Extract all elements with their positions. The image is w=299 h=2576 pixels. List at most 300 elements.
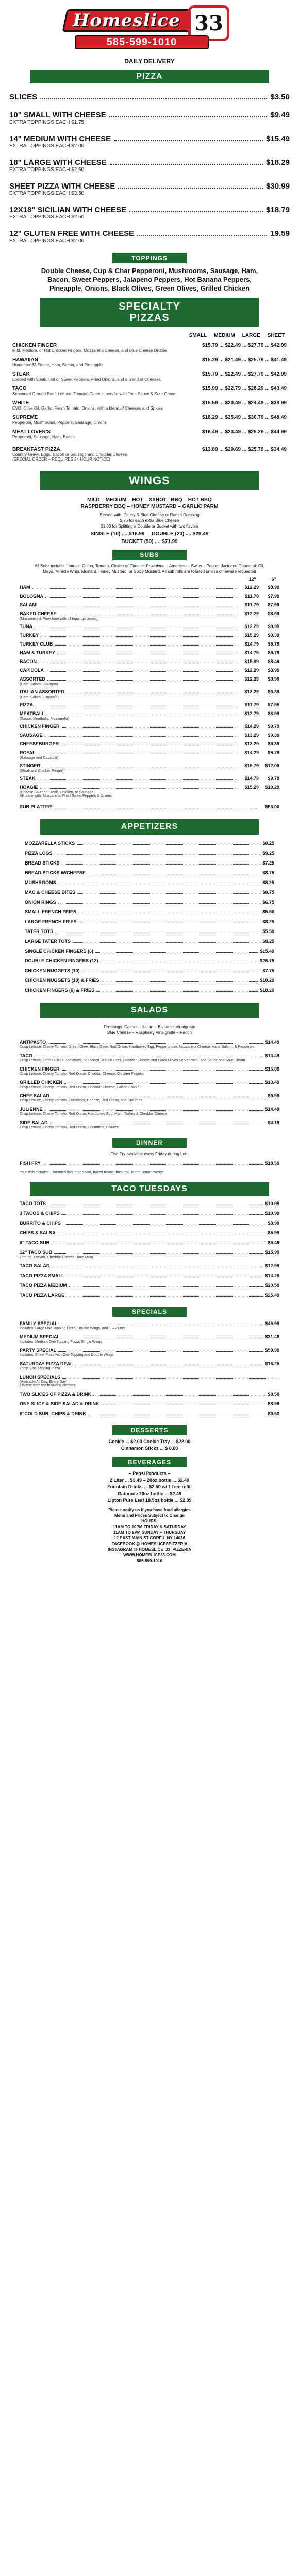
sub-name: TURKEY CLUB	[20, 641, 53, 647]
menu-row	[20, 1107, 279, 1112]
dot-leader	[40, 788, 236, 789]
item-name: FAMILY SPECIAL	[20, 1321, 58, 1326]
section-pizza: PIZZA	[30, 70, 269, 83]
dot-leader	[102, 981, 258, 982]
sub-name: CAPICOLA	[20, 668, 44, 673]
menu-row	[25, 909, 274, 915]
footer-line: FACEBOOK @ HOMESLICESPIZZERIA	[111, 1541, 188, 1546]
sub-price-6: $8.99	[268, 676, 279, 682]
sub-price-6: $9.39	[268, 689, 279, 694]
specialty-desc: EVO, Olive Oil, Garlic, Fresh Tomato, Onions, with a blend of Cheeses and Spices	[12, 406, 163, 411]
item-price: $10.99	[265, 1211, 279, 1216]
specialty-size: LARGE	[242, 333, 260, 338]
sub-name: BOLOGNA	[20, 594, 43, 599]
item-name: ONION RINGS	[25, 900, 56, 905]
specialty-name: SUPREME	[12, 415, 38, 420]
item-price: $6.75	[262, 900, 274, 905]
toppings-text: Double Cheese, Cup & Char Pepperoni, Mushrooms, Sausage, Ham, Bacon, Sweet Peppers, Jalapeno Peppers, Hot Banana Peppers, Pineapple, Onions, Black Olives, Green Olives, Grilled Chicken	[41, 267, 258, 292]
pizza-name: SHEET PIZZA WITH CHEESE	[9, 182, 115, 191]
dessert-line: Cookie ... $2.00 Cookie Tray ... $22.00	[108, 1439, 191, 1444]
item-desc: Includes: Large One Topping Pizza, Double Wings, and 1 – 2 Liter	[20, 1327, 125, 1330]
menu-row	[25, 988, 274, 993]
sub-price-6: $8.99	[268, 624, 279, 629]
item-name: 6" TACO SUB	[20, 1240, 50, 1245]
sub-name: TUNA	[20, 624, 32, 629]
menu-row	[20, 1283, 279, 1289]
sub-price-6: $7.99	[268, 702, 279, 707]
daily-title: DAILY DELIVERY	[124, 58, 175, 65]
item-name: MAC & CHEESE BITES	[25, 890, 76, 895]
item-price: $10.99	[265, 1201, 279, 1206]
item-price: $26.79	[260, 958, 274, 963]
item-price: $15.99	[265, 1250, 279, 1255]
sub-row	[20, 741, 279, 747]
item-desc: Crisp Lettuce, Cherry Tomato, Red Onion, Cheddar Cheese, Chicken Fingers	[20, 1072, 143, 1076]
sub-price-6: $9.79	[268, 776, 279, 781]
sub-price-6: $12.09	[265, 763, 279, 768]
menu-row	[20, 1348, 279, 1353]
dot-leader	[118, 188, 263, 189]
specialty-name: WHITE	[12, 400, 29, 406]
fish-name: FISH FRY	[20, 1161, 41, 1166]
sub-price-12: $13.29	[244, 733, 259, 738]
sub-row	[20, 689, 279, 695]
breakfast-note: (SPECIAL ORDER – REQUIRES 24 HOUR NOTICE)	[12, 457, 110, 462]
specialty-row	[12, 343, 287, 348]
item-name: ANTIPASTO	[20, 1040, 46, 1045]
dot-leader	[48, 1043, 263, 1044]
footer-line: Please notify us if you have food allergies	[108, 1507, 191, 1512]
dot-leader	[62, 1378, 277, 1379]
pizza-price: $30.99	[266, 182, 290, 191]
dot-leader	[62, 1070, 263, 1071]
sub-desc: (Sauce, Meatballs, Mozzarella)	[20, 717, 70, 721]
item-desc: Includes: Medium One Topping Pizza, Single Wings	[20, 1340, 103, 1344]
fish-desc: Your dish includes 1 breaded fish, mac salad, baked beans, fries, roll, butter, lemon wedge	[20, 1171, 164, 1174]
item-price: $25.49	[265, 1293, 279, 1298]
menu-row	[20, 1040, 279, 1045]
sub-price-12: $14.29	[244, 750, 259, 755]
sub-price-12: $11.79	[244, 702, 259, 707]
item-desc: Crisp Lettuce, Cherry Tomato, Red Onion, Cheddar Cheese, Grilled Chicken	[20, 1086, 142, 1089]
menu-row	[20, 1392, 279, 1397]
item-price: $14.49	[265, 1107, 279, 1112]
specialty-desc: Homeslice33 Sauce, Ham, Bacon, and Pineapple	[12, 363, 103, 367]
desserts-list	[30, 1438, 269, 1452]
item-price: $8.50	[268, 1392, 279, 1397]
sub-price-6: $7.99	[268, 594, 279, 599]
subs-head-6: 6"	[271, 577, 276, 582]
specialty-row	[12, 386, 287, 392]
item-price: $5.50	[262, 909, 274, 914]
specialty-prices: $15.79 ... $22.49 ... $27.79 ... $42.99	[202, 371, 287, 377]
menu-row	[25, 880, 274, 886]
dot-leader	[64, 1083, 263, 1084]
item-price: $9.49	[268, 1240, 279, 1245]
item-name: SINGLE CHICKEN FINGERS (6)	[25, 948, 94, 954]
sub-price-6: $9.79	[268, 750, 279, 755]
sub-row	[20, 585, 279, 590]
section-appetizers: APPETIZERS	[40, 819, 259, 835]
menu-row	[20, 1221, 279, 1226]
item-name: 3 TACOS & CHIPS	[20, 1211, 60, 1216]
sub-row	[20, 624, 279, 630]
dot-leader	[95, 952, 258, 953]
item-name: MUSHROOMS	[25, 880, 56, 885]
menu-row	[20, 1250, 279, 1256]
sub-desc: (Ham, Salami, Bologna)	[20, 683, 58, 686]
specialty-row	[12, 371, 287, 377]
sub-name: SALAMI	[20, 602, 38, 607]
dot-leader	[137, 235, 267, 236]
beverage-line: – Pepsi Products –	[128, 1471, 171, 1476]
dot-leader	[67, 1296, 263, 1297]
item-price: $7.25	[262, 860, 274, 866]
sub-price-6: $9.79	[268, 724, 279, 729]
item-name: 6"COLD SUB, CHIPS & DRINK	[20, 1411, 86, 1416]
sub-row	[20, 724, 279, 730]
specialty-name: HAWAIIAN	[12, 357, 38, 363]
sub-name: HAM	[20, 585, 30, 590]
menu-row	[20, 1273, 279, 1279]
item-price: $18.29	[260, 988, 274, 993]
item-desc: Crisp Lettuce, Cherry Tomato, Cucumber, Cheese, Red Onion, and Croutons	[20, 1099, 142, 1103]
breakfast-desc: Country Gravy, Eggs, Bacon or Sausage and Cheddar Cheese	[12, 452, 127, 457]
beverage-list	[30, 1470, 269, 1504]
item-price: $8.99	[268, 1401, 279, 1406]
menu-row	[25, 919, 274, 925]
wings-bucket: BUCKET (50) .... $71.99	[121, 539, 178, 545]
taco-list	[20, 1201, 279, 1298]
wings-info-3: $1.00 for Splitting a Double or Bucket with two flavors	[101, 524, 198, 529]
wings-info-2: $.75 for each extra Blue Cheese	[120, 518, 179, 523]
item-name: BREAD STICKS W/CHEESE	[25, 870, 86, 875]
sub-desc: (Ham, Salami, Capicola)	[20, 696, 59, 699]
specialty-prices: $15.59 ... $20.49 ... $24.49 ... $38.99	[202, 400, 287, 406]
item-price: $8.25	[262, 939, 274, 944]
logo	[64, 5, 235, 53]
sub-price-6: $10.29	[265, 785, 279, 790]
dot-leader	[43, 1164, 263, 1165]
item-price: $8.25	[262, 919, 274, 924]
sub-price-6: $8.49	[268, 659, 279, 664]
wings-info-1: Served with: Celery & Blue Cheese or Ranch Dressing	[99, 513, 200, 517]
menu-row	[20, 1361, 279, 1367]
sub-price-12: $12.29	[244, 624, 259, 629]
item-price: $8.99	[268, 1221, 279, 1226]
dot-leader	[96, 991, 258, 992]
specialty-prices: $18.29 ... $25.49 ... $30.79 ... $48.49	[202, 415, 287, 420]
sub-platter-row	[20, 804, 279, 810]
breakfast-prices: $13.89 ... $20.69 ... $25.79 ... $34.49	[202, 447, 287, 452]
sub-name: MEATBALL	[20, 711, 45, 716]
pizza-name: 18" LARGE WITH CHEESE	[9, 158, 107, 167]
dot-leader	[55, 854, 261, 855]
item-name: LARGE FRENCH FRIES	[25, 919, 77, 924]
sub-price-6: $8.99	[268, 711, 279, 716]
sub-price-12: $13.29	[244, 741, 259, 747]
dot-leader	[40, 98, 267, 99]
logo-phone: 585-599-1010	[75, 35, 209, 49]
pizza-row	[9, 229, 290, 238]
pizza-price: $3.50	[270, 93, 290, 101]
dot-leader	[45, 597, 236, 598]
menu-row	[20, 1230, 279, 1236]
specialty-prices: $15.29 ... $21.49 ... $25.79 ... $41.49	[202, 357, 287, 363]
pizza-price: $18.79	[266, 206, 290, 214]
specialty-list	[12, 333, 287, 439]
item-name: JULIENNE	[20, 1107, 43, 1112]
dot-leader	[58, 903, 261, 904]
item-price: $13.49	[265, 1080, 279, 1085]
menu-row	[25, 860, 274, 866]
pizza-name: 12X18" SICILIAN WITH CHEESE	[9, 206, 127, 214]
fish-price: $18.59	[265, 1161, 279, 1166]
dot-leader	[62, 864, 261, 865]
sub-price-12: $12.29	[244, 611, 259, 616]
sub-name: ROYAL	[20, 750, 36, 755]
fish-note: Fish Fry available every Friday during Lent	[110, 1151, 189, 1156]
sub-row	[20, 659, 279, 665]
specialty-prices: $16.49 ... $23.49 ... $28.29 ... $44.99	[202, 429, 287, 435]
item-price: $9.50	[268, 1411, 279, 1416]
dot-leader	[77, 893, 260, 894]
beverage-line: Lipton Pure Leaf 18.5oz bottle ... $2.89	[107, 1498, 192, 1503]
specialty-desc: Loaded with Steak, Hot or Sweet Peppers, Fried Onions, and a blend of Cheeses	[12, 377, 161, 382]
sub-desc: (Mozzarella & Provolone with all toppings baked)	[20, 617, 98, 621]
footer-line: 585-599-1010	[137, 1558, 162, 1563]
sub-name: HAM & TURKEY	[20, 650, 55, 655]
breakfast-pizza	[12, 447, 287, 462]
pizza-price: 19.59	[270, 229, 290, 238]
logo-area	[9, 0, 290, 56]
sub-desc: (Sausage and Capicola)	[20, 756, 59, 760]
dessert-line: Cinnamon Sticks ... $ 8.00	[121, 1446, 178, 1451]
menu-row	[20, 1334, 279, 1340]
section-subs: SUBS	[112, 550, 187, 560]
item-desc: Crisp Lettuce, Cherry Tomato, Red Onion, Hardboiled Egg, Ham, Turkey & Cheddar Cheese	[20, 1112, 167, 1116]
sub-platter-price: $56.00	[265, 804, 279, 809]
sub-price-6: $9.79	[268, 641, 279, 647]
item-price: $8.75	[262, 870, 274, 875]
dot-leader	[93, 1395, 265, 1396]
menu-row	[20, 1293, 279, 1298]
sub-price-6: $9.79	[268, 650, 279, 655]
sub-price-6: $8.99	[268, 668, 279, 673]
item-desc: Large One Topping Pizza	[20, 1367, 60, 1370]
item-price: $5.99	[268, 1230, 279, 1235]
specialty-name: MEAT LOVER'S	[12, 429, 51, 435]
menu-row	[25, 978, 274, 984]
item-price: $14.49	[265, 1053, 279, 1058]
sub-price-12: $13.29	[244, 689, 259, 694]
pizza-extra: EXTRA TOPPINGS EACH $3.50	[9, 191, 85, 196]
item-price: $20.50	[265, 1283, 279, 1288]
specialty-header	[12, 333, 285, 338]
menu-row	[25, 841, 274, 846]
item-name: SATURDAY PIZZA DEAL	[20, 1361, 73, 1366]
pizza-row	[9, 93, 290, 101]
sub-price-12: $14.29	[244, 724, 259, 729]
footer-line: 11AM TO 10PM FRIDAY & SATURDAY	[113, 1524, 186, 1529]
beverage-line: Gatorade 20oz bottle ... $2.49	[117, 1491, 182, 1496]
footer-line: 12 EAST MAIN ST CORFU, NY 14036	[113, 1536, 186, 1540]
specials-list	[20, 1321, 279, 1417]
sub-price-12: $11.79	[244, 594, 259, 599]
sub-row	[20, 711, 279, 717]
item-name: GRILLED CHICKEN	[20, 1080, 62, 1085]
sub-price-6: $9.39	[268, 741, 279, 747]
item-name: SIDE SALAD	[20, 1120, 48, 1125]
sub-price-12: $12.29	[244, 668, 259, 673]
fish-row	[20, 1161, 279, 1166]
item-name: TWO SLICES OF PIZZA & DRINK	[20, 1392, 92, 1397]
menu-row	[20, 1240, 279, 1246]
sub-row	[20, 702, 279, 708]
item-name: CHICKEN NUGGETS (10)	[25, 968, 80, 973]
sub-name: SAUSAGE	[20, 733, 43, 738]
item-price: $4.19	[268, 1120, 279, 1125]
item-desc: Lettuce, Tomato, Cheddar Cheese, Taco Meat	[20, 1256, 93, 1259]
dot-leader	[45, 736, 236, 737]
dot-leader	[110, 164, 263, 165]
pizza-row	[9, 111, 290, 120]
section-specials: SPECIALS	[112, 1307, 187, 1317]
item-name: CHICKEN NUGGETS (10) & FRIES	[25, 978, 99, 983]
subs-header	[20, 577, 276, 582]
item-name: PIZZA LOGS	[25, 851, 53, 856]
menu-row	[25, 851, 274, 856]
footer-line: Menu and Prices Subject to Change	[114, 1513, 185, 1518]
item-name: DOUBLE CHICKEN FINGERS (12)	[25, 958, 98, 963]
menu-row	[20, 1120, 279, 1126]
item-name: PARTY SPECIAL	[20, 1348, 57, 1353]
item-name: TACO PIZZA SMALL	[20, 1273, 64, 1278]
specialty-size: SHEET	[267, 333, 285, 338]
pizza-extra: EXTRA TOPPINGS EACH $2.00	[9, 143, 85, 149]
sub-name: ASSORTED	[20, 676, 46, 682]
footer-line: INSTAGRAM @ HOMESLICE_33_PIZZERIA	[108, 1547, 191, 1552]
dot-leader	[61, 1214, 263, 1215]
specialty-row	[12, 357, 287, 363]
dot-leader	[73, 942, 260, 943]
specialty-desc: Seasoned Ground Beef, Lettuce, Tomato, Cheese, served with Taco Sauce & Sour Cream	[12, 392, 177, 396]
menu-row	[20, 1093, 279, 1099]
specialty-name: STEAK	[12, 371, 30, 377]
dot-leader	[114, 140, 263, 141]
menu-row	[20, 1066, 279, 1072]
logo-text: Homeslice	[73, 10, 180, 31]
item-name: TACO PIZZA LARGE	[20, 1293, 64, 1298]
section-desserts: DESSERTS	[112, 1425, 187, 1435]
section-wings: WINGS	[40, 471, 259, 490]
section-beverages: BEVERAGES	[112, 1457, 187, 1467]
menu-row	[20, 1201, 279, 1207]
menu-row	[20, 1211, 279, 1216]
menu-row	[25, 900, 274, 905]
footer-line: 11AM TO 9PM SUNDAY – THURSDAY	[113, 1530, 186, 1535]
menu-row	[20, 1321, 279, 1327]
item-price: $16.25	[265, 1361, 279, 1366]
menu-row	[25, 870, 274, 876]
specialty-desc: Mild, Medium, or Hot Chicken Fingers, Mozzarella Cheese, and Blue Cheese Drizzle	[12, 348, 167, 353]
footer-line: WWW.HOMESLICE33.COM	[123, 1553, 176, 1557]
item-name: MEDIUM SPECIAL	[20, 1334, 60, 1340]
menu-row	[25, 890, 274, 895]
specialty-desc: Pepperoni, Sausage, Ham, Bacon	[12, 435, 75, 439]
section-dinner: DINNER	[112, 1138, 187, 1148]
sub-name: STEAK	[20, 776, 36, 781]
dot-leader	[41, 636, 236, 637]
specialty-row	[12, 400, 287, 406]
specialty-desc: Pepperoni, Mushrooms, Peppers, Sausage, Onions	[12, 420, 107, 425]
sub-name: CHEESEBURGER	[20, 741, 59, 747]
subs-table	[20, 577, 279, 810]
sub-row	[20, 668, 279, 673]
dot-leader	[69, 1286, 263, 1287]
dot-leader	[109, 116, 268, 117]
breakfast-name: BREAKFAST PIZZA	[12, 447, 60, 452]
item-name: CHICKEN FINGER	[20, 1066, 60, 1072]
sub-row	[20, 633, 279, 638]
sub-name: PIZZA	[20, 702, 33, 707]
dot-leader	[54, 1253, 263, 1254]
item-price: $8.25	[262, 841, 274, 846]
sub-price-12: $14.79	[244, 776, 259, 781]
sub-row	[20, 776, 279, 782]
item-name: CHEF SALAD	[20, 1093, 49, 1098]
pizza-name: 10" SMALL WITH CHEESE	[9, 111, 106, 120]
item-name: SMALL FRENCH FRIES	[25, 909, 76, 914]
item-desc: Crisp Lettuce, Cherry Tomato, Red Onion, Cucumber, Crouton	[20, 1126, 119, 1129]
item-name: CHIPS & SALSA	[20, 1230, 56, 1235]
beverage-line: Fountain Drinks ... $2.50 w/ 1 free refill	[107, 1484, 192, 1489]
item-price: $14.49	[265, 1040, 279, 1045]
item-name: MOZZARELLA STICKS	[25, 841, 75, 846]
pizza-extra: EXTRA TOPPINGS EACH $1.75	[9, 120, 85, 125]
item-price: $59.99	[265, 1348, 279, 1353]
item-name: TACO SALAD	[20, 1263, 50, 1268]
item-name: LARGE TATER TOTS	[25, 939, 71, 944]
wings-flavors: MILD – MEDIUM – HOT – XXHOT –BBQ – HOT BBQ RASPBERRY BBQ – HONEY MUSTARD – GARLIC PARM	[80, 497, 219, 510]
specialty-row	[12, 415, 287, 420]
footer	[9, 1507, 290, 1564]
menu-row	[25, 968, 274, 974]
appetizer-list	[25, 841, 274, 993]
specialty-name: CHICKEN FINGER	[12, 343, 57, 348]
pizza-price: $15.49	[266, 134, 290, 143]
pizza-extra: EXTRA TOPPINGS EACH $2.50	[9, 214, 85, 220]
item-name: BURRITO & CHIPS	[20, 1221, 61, 1226]
pizza-row	[9, 158, 290, 167]
item-name: LUNCH SPECIALS	[20, 1375, 61, 1380]
sub-price-12: $15.99	[244, 659, 259, 664]
sub-price-6: $7.99	[268, 602, 279, 607]
item-name: 12" TACO SUB	[20, 1250, 53, 1255]
menu-row	[25, 939, 274, 944]
item-price: $10.29	[260, 978, 274, 983]
pizza-name: 14" MEDIUM WITH CHEESE	[9, 134, 111, 143]
menu-row	[20, 1401, 279, 1407]
menu-row	[20, 1411, 279, 1417]
salad-dressings: Dressings: Caesar – Italian – Balsamic Vinaigrette Blue Cheese – Raspberry Vinaigrette – Ranch	[104, 1025, 195, 1035]
specialty-prices: $15.99 ... $22.79 ... $28.29 ... $43.49	[202, 386, 287, 392]
sub-price-6: $9.39	[268, 733, 279, 738]
item-desc: Includes: Sheet Pizza with One Topping and Double Wings	[20, 1353, 114, 1357]
sub-price-12: $11.79	[244, 602, 259, 607]
subs-list	[20, 585, 279, 798]
item-price: $14.25	[265, 1273, 279, 1278]
